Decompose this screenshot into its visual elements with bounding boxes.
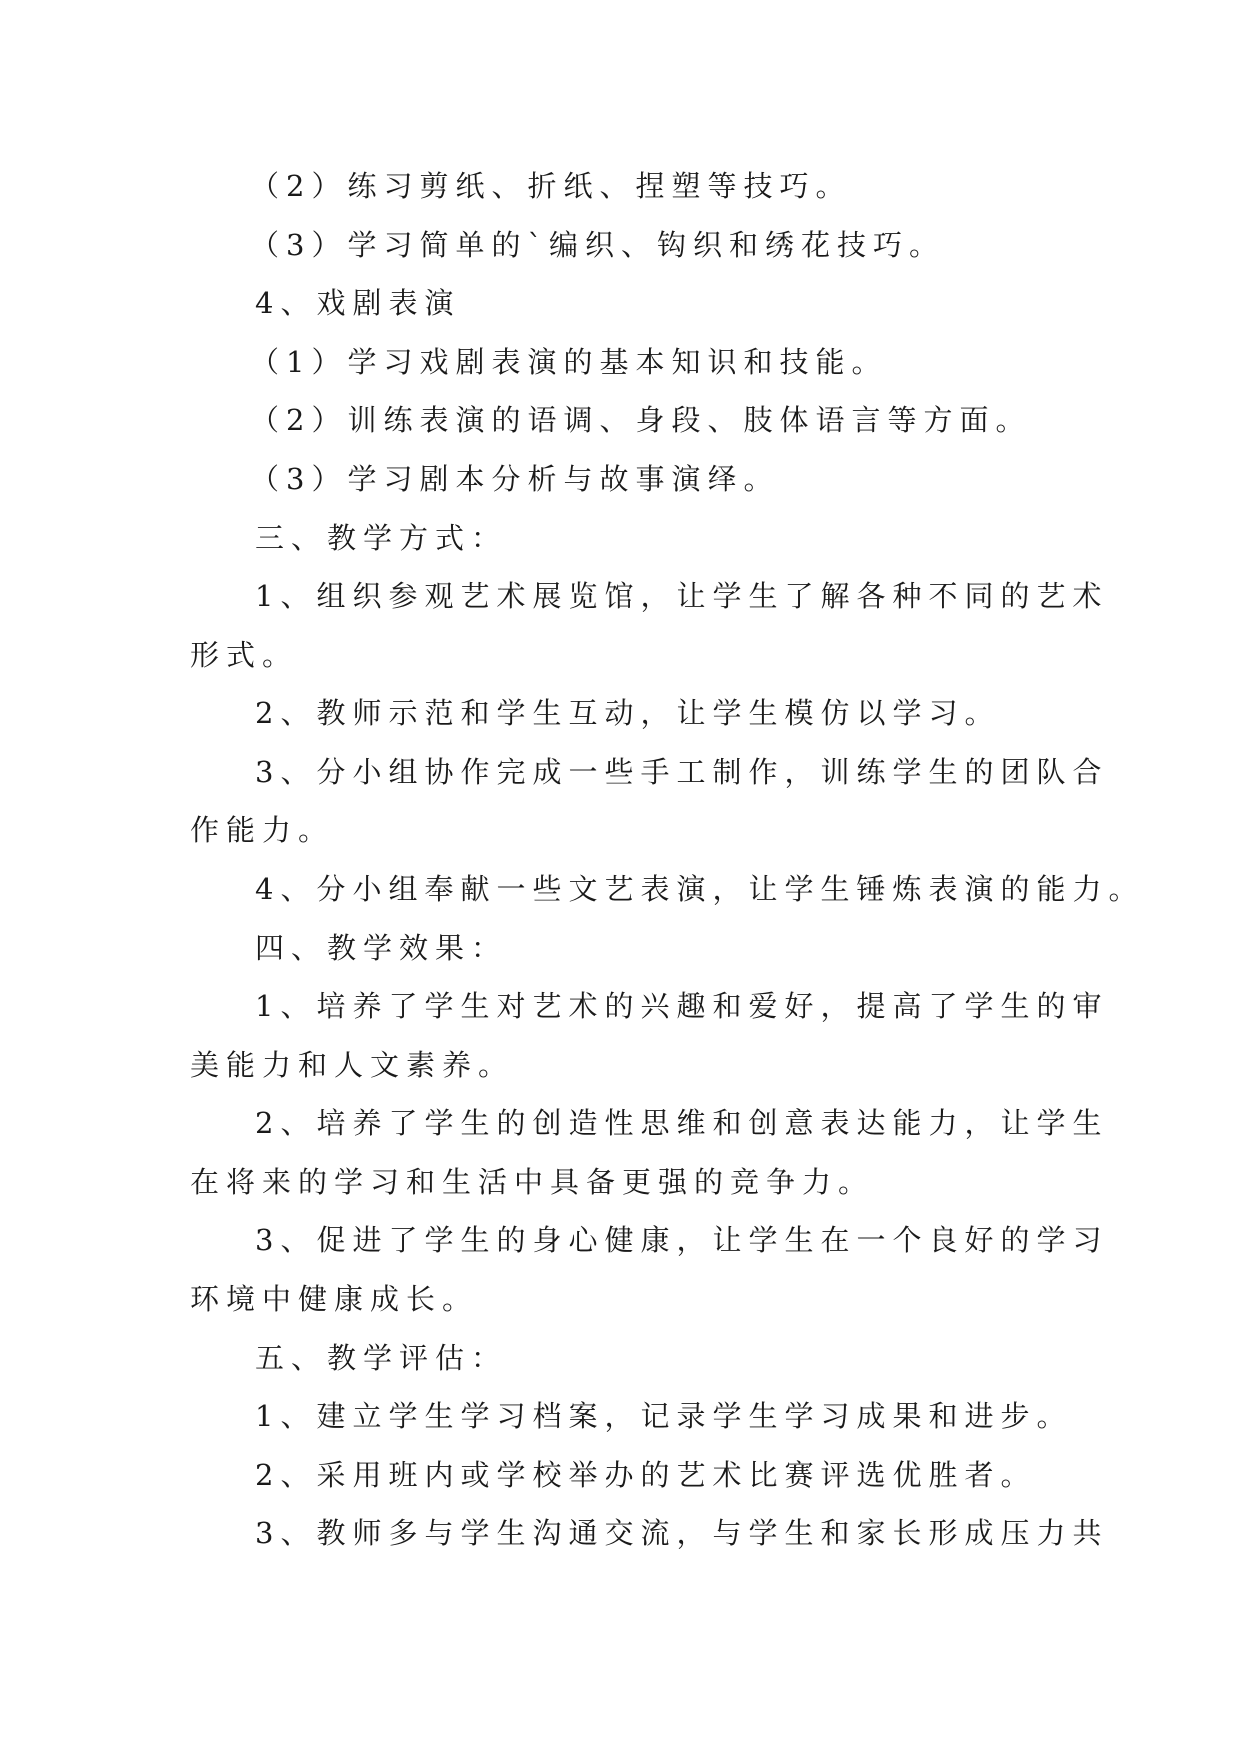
paragraph-line: 美能力和人文素养。 bbox=[190, 1048, 515, 1082]
paragraph-line: 作能力。 bbox=[190, 813, 335, 847]
section-heading-drama: 4、戏剧表演 bbox=[255, 286, 461, 320]
paragraph-line: 3、分小组协作完成一些手工制作，训练学生的团队合 bbox=[255, 755, 1109, 789]
paragraph-line: 4、分小组奉献一些文艺表演，让学生锤炼表演的能力。 bbox=[255, 872, 1145, 906]
paragraph-line: 2、培养了学生的创造性思维和创意表达能力，让学生 bbox=[255, 1106, 1109, 1140]
paragraph-line: 在将来的学习和生活中具备更强的竞争力。 bbox=[190, 1165, 875, 1199]
section-heading-teaching-effects: 四、教学效果： bbox=[255, 931, 508, 965]
list-item-script-analysis: （3）学习剧本分析与故事演绎。 bbox=[250, 462, 780, 496]
paragraph-line: 1、建立学生学习档案，记录学生学习成果和进步。 bbox=[255, 1399, 1073, 1433]
section-heading-teaching-evaluation: 五、教学评估： bbox=[255, 1341, 508, 1375]
section-heading-teaching-methods: 三、教学方式： bbox=[255, 521, 508, 555]
list-item-drama-basics: （1）学习戏剧表演的基本知识和技能。 bbox=[250, 345, 888, 379]
paragraph-line: 3、教师多与学生沟通交流，与学生和家长形成压力共 bbox=[255, 1516, 1109, 1550]
paragraph-line: 1、组织参观艺术展览馆，让学生了解各种不同的艺术 bbox=[255, 579, 1109, 613]
paragraph-line: 3、促进了学生的身心健康，让学生在一个良好的学习 bbox=[255, 1223, 1109, 1257]
paragraph-line: 1、培养了学生对艺术的兴趣和爱好，提高了学生的审 bbox=[255, 989, 1109, 1023]
list-item-drama-training: （2）训练表演的语调、身段、肢体语言等方面。 bbox=[250, 403, 1032, 437]
paragraph-line: 形式。 bbox=[190, 638, 299, 672]
list-item-weaving-skills: （3）学习简单的`编织、钩织和绣花技巧。 bbox=[250, 228, 945, 262]
paragraph-line: 环境中健康成长。 bbox=[190, 1282, 479, 1316]
paragraph-line: 2、教师示范和学生互动，让学生模仿以学习。 bbox=[255, 696, 1001, 730]
list-item-paper-craft-skills: （2）练习剪纸、折纸、捏塑等技巧。 bbox=[250, 169, 852, 203]
paragraph-line: 2、采用班内或学校举办的艺术比赛评选优胜者。 bbox=[255, 1458, 1037, 1492]
